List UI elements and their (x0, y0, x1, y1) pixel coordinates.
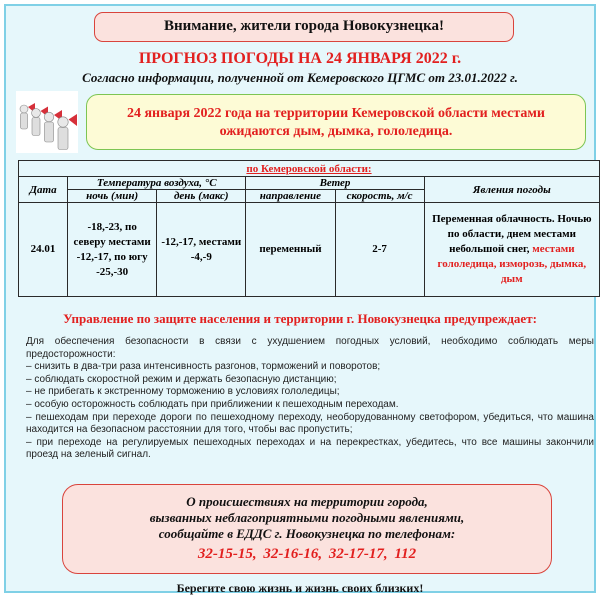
cell-direction: переменный (246, 203, 335, 297)
col-date: Дата (19, 177, 68, 203)
list-item: – пешеходам при переходе дороги по пешеходному переходу, необорудованному светофором, убедиться, что машина находится на безопасном расстоянии для того, чтобы вас пропустить; (26, 411, 594, 436)
table-row (19, 203, 600, 297)
cell-date: 24.01 (19, 203, 68, 297)
cell-night: -18,-23, по северу местами -12,-17, по югу -25,-30 (68, 203, 157, 297)
forecast-title: ПРОГНОЗ ПОГОДЫ НА 24 ЯНВАРЯ 2022 г. (138, 50, 462, 67)
list-item: – снизить в два-три раза интенсивность разгонов, торможений и поворотов; (26, 361, 381, 373)
emergency-phones: 32-15-15, 32-16-16, 32-17-17, 112 (197, 546, 417, 562)
col-speed: скорость, м/с (335, 190, 424, 203)
list-item: – соблюдать скоростной режим и держать безопасную дистанцию; (26, 373, 337, 385)
cell-day: -12,-17, местами -4,-9 (157, 203, 246, 297)
footer-slogan: Берегите свою жизнь и жизнь своих близких! (176, 581, 424, 595)
phenomena-text: Переменная облачность. Ночью по области, днем местами небольшой снег, (432, 213, 592, 255)
forecast-subtitle: Согласно информации, полученной от Кемеровского ЦГМС от 23.01.2022 г. (82, 70, 518, 85)
attention-banner: Внимание, жители города Новокузнецка! (94, 12, 514, 42)
cell-phenomena (424, 203, 599, 297)
col-direction: направление (246, 190, 335, 203)
col-temperature: Температура воздуха, °С (68, 177, 246, 190)
instructions-intro: Для обеспечения безопасности в связи с ухудшением погодных условий, необходимо соблюдать меры предосторожности: (26, 336, 594, 360)
weather-table (18, 160, 600, 297)
warning-title: Управление по защите населения и территории г. Новокузнецка предупреждает: (63, 311, 537, 326)
region-alert: 24 января 2022 года на территории Кемеровской области местами ожидаются дым, дымка, гололедица. (86, 94, 586, 150)
table-region: по Кемеровской области: (19, 161, 600, 177)
list-item: – особую осторожность соблюдать при приближении к пешеходным переходам. (26, 398, 399, 410)
col-wind: Ветер (246, 177, 424, 190)
col-night: ночь (мин) (68, 190, 157, 203)
poster-frame (4, 4, 596, 593)
list-item: – при переходе на регулируемых пешеходных переходах и на перекрестках, убедитесь, что все машины закончили проезд на зеленый сигнал. (26, 436, 594, 461)
edds-line-3: сообщайте в ЕДДС г. Новокузнецка по телефонам: (158, 526, 456, 541)
edds-line-2: вызванных неблагоприятными погодными явлениями, (149, 510, 465, 525)
edds-line-1: О происшествиях на территории города, (186, 494, 428, 509)
list-item: – не прибегать к экстренному торможению в условиях гололедицы; (26, 386, 340, 398)
cell-speed: 2-7 (335, 203, 424, 297)
megaphone-people-icon (16, 91, 78, 153)
col-day: день (макс) (157, 190, 246, 203)
edds-contact-box (62, 484, 552, 574)
safety-instructions (26, 336, 594, 462)
phenomena-hazard-text: местами гололедица, изморозь, дымка, дым (437, 243, 587, 285)
col-phenomena: Явления погоды (424, 177, 599, 203)
